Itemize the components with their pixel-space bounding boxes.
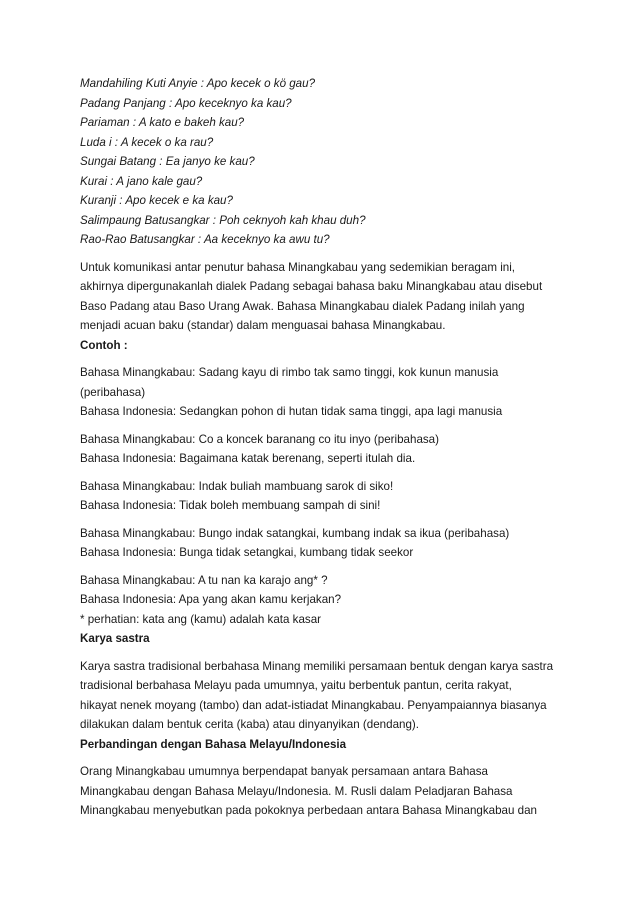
paragraph-line: Orang Minangkabau umumnya berpendapat banyak persamaan antara Bahasa xyxy=(80,765,488,778)
perbandingan-paragraph xyxy=(80,762,570,821)
paragraph-line: Untuk komunikasi antar penutur bahasa Minangkabau yang sedemikian beragam ini, xyxy=(80,260,516,274)
document-page xyxy=(80,74,570,821)
dialect-line: Pariaman : A kato e bakeh kau? xyxy=(80,116,245,129)
dialect-line: Rao-Rao Batusangkar : Aa keceknyo ka awu tu? xyxy=(80,233,330,246)
example-line: Bahasa Minangkabau: A tu nan ka karajo ang* ? xyxy=(80,573,328,587)
example-line: Bahasa Indonesia: Bagaimana katak berenang, seperti itulah dia. xyxy=(80,452,416,465)
example-block xyxy=(80,524,570,563)
example-line: (peribahasa) xyxy=(80,385,146,399)
karya-sastra-paragraph xyxy=(80,657,570,735)
paragraph-line: hikayat nenek moyang (tambo) dan adat-istiadat Minangkabau. Penyampaiannya biasanya xyxy=(80,698,547,712)
paragraph-line: Karya sastra tradisional berbahasa Minang memiliki persamaan bentuk dengan karya sastra xyxy=(80,659,554,673)
paragraph-line: Baso Padang atau Baso Urang Awak. Bahasa Minangkabau dialek Padang inilah yang xyxy=(80,299,525,313)
paragraph-line: Minangkabau menyebutkan pada pokoknya perbedaan antara Bahasa Minangkabau dan xyxy=(80,804,538,817)
intro-paragraph xyxy=(80,258,570,336)
paragraph-line: dilakukan dalam bentuk cerita (kaba) atau dinyanyikan (dendang). xyxy=(80,718,420,731)
example-block xyxy=(80,477,570,516)
paragraph-line: tradisional berbahasa Melayu pada umumnya, yaitu berbentuk pantun, cerita rakyat, xyxy=(80,679,512,692)
example-line: Bahasa Minangkabau: Sadang kayu di rimbo tak samo tinggi, kok kunun manusia xyxy=(80,366,499,379)
example-line: Bahasa Indonesia: Apa yang akan kamu kerjakan? xyxy=(80,593,342,606)
example-line: Bahasa Minangkabau: Bungo indak satangkai, kumbang indak sa ikua (peribahasa) xyxy=(80,526,510,540)
paragraph-line: akhirnya dipergunakanlah dialek Padang sebagai bahasa baku Minangkabau atau disebut xyxy=(80,280,543,293)
dialect-line: Kurai : A jano kale gau? xyxy=(80,174,203,188)
dialect-list xyxy=(80,74,570,250)
paragraph-line: menjadi acuan baku (standar) dalam menguasai bahasa Minangkabau. xyxy=(80,319,446,332)
perbandingan-heading: Perbandingan dengan Bahasa Melayu/Indonesia xyxy=(80,737,347,751)
example-line: Bahasa Indonesia: Sedangkan pohon di hutan tidak sama tinggi, apa lagi manusia xyxy=(80,405,503,418)
example-line: Bahasa Minangkabau: Co a koncek baranang co itu inyo (peribahasa) xyxy=(80,432,439,446)
dialect-line: Padang Panjang : Apo keceknyo ka kau? xyxy=(80,96,292,110)
dialect-line: Sungai Batang : Ea janyo ke kau? xyxy=(80,155,255,168)
example-line: Bahasa Minangkabau: Indak buliah mambuang sarok di siko! xyxy=(80,479,394,493)
example-line: Bahasa Indonesia: Bunga tidak setangkai, kumbang tidak seekor xyxy=(80,546,414,559)
example-block xyxy=(80,430,570,469)
example-block xyxy=(80,571,570,630)
dialect-line: Kuranji : Apo kecek e ka kau? xyxy=(80,194,233,207)
dialect-line: Luda i : A kecek o ka rau? xyxy=(80,135,214,149)
example-block xyxy=(80,363,570,422)
example-line: Bahasa Indonesia: Tidak boleh membuang sampah di sini! xyxy=(80,499,381,512)
dialect-line: Mandahiling Kuti Anyie : Apo kecek o kö gau? xyxy=(80,77,316,90)
contoh-heading: Contoh : xyxy=(80,338,128,352)
dialect-line: Salimpaung Batusangkar : Poh ceknyoh kah khau duh? xyxy=(80,213,366,227)
paragraph-line: Minangkabau dengan Bahasa Melayu/Indonesia. M. Rusli dalam Peladjaran Bahasa xyxy=(80,784,513,798)
example-line: * perhatian: kata ang (kamu) adalah kata kasar xyxy=(80,612,322,626)
karya-sastra-heading: Karya sastra xyxy=(80,632,150,645)
